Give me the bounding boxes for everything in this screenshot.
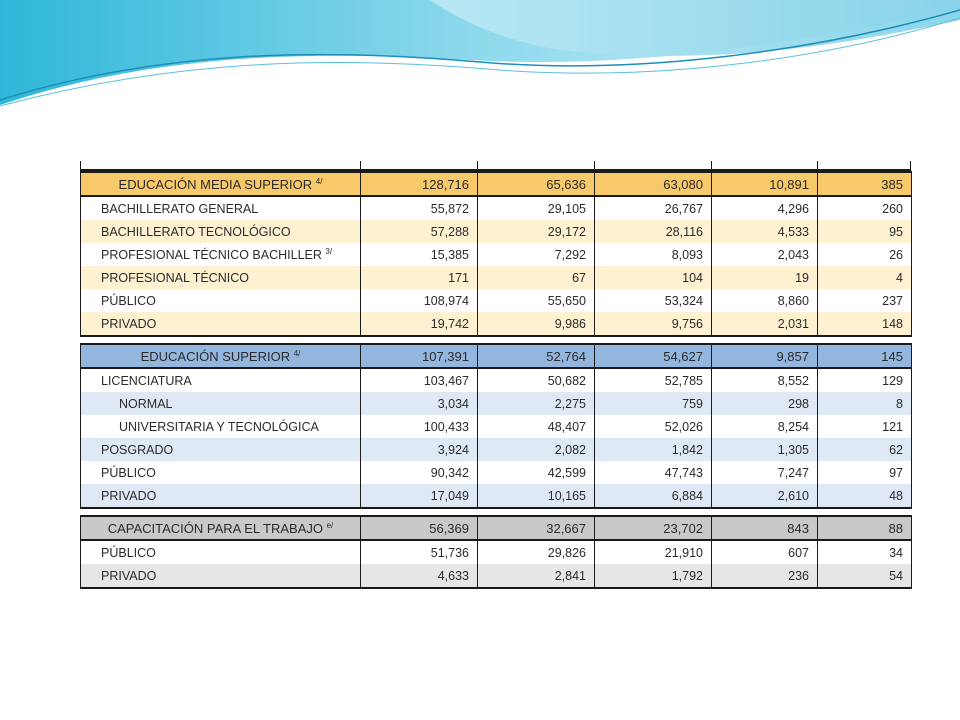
value-cell: 29,826 — [478, 540, 595, 564]
value-cell: 1,305 — [712, 438, 818, 461]
value-cell: 55,650 — [478, 289, 595, 312]
table-row — [81, 312, 912, 336]
value-cell: 100,433 — [361, 415, 478, 438]
table-row — [81, 461, 912, 484]
value-cell: 9,986 — [478, 312, 595, 336]
row-label-text: PROFESIONAL TÉCNICO — [101, 270, 249, 285]
value-cell: 15,385 — [361, 243, 478, 266]
value-cell: 55,872 — [361, 196, 478, 220]
table-row — [81, 289, 912, 312]
value-cell: 8,093 — [595, 243, 712, 266]
table-row — [81, 220, 912, 243]
value-cell: 95 — [818, 220, 912, 243]
row-label-text: UNIVERSITARIA Y TECNOLÓGICA — [119, 419, 319, 434]
value-cell: 129 — [818, 368, 912, 392]
value-cell: 171 — [361, 266, 478, 289]
table-row — [81, 243, 912, 266]
section-header-row-ms — [81, 172, 912, 196]
row-label — [81, 461, 361, 484]
value-cell: 10,891 — [712, 172, 818, 196]
value-cell: 52,785 — [595, 368, 712, 392]
value-cell: 42,599 — [478, 461, 595, 484]
enrollment-statistics-table — [80, 171, 912, 589]
spacer-cell — [81, 508, 912, 516]
row-label — [81, 368, 361, 392]
value-cell: 29,172 — [478, 220, 595, 243]
value-cell: 67 — [478, 266, 595, 289]
value-cell: 1,842 — [595, 438, 712, 461]
table-row — [81, 540, 912, 564]
row-label-text: CAPACITACIÓN PARA EL TRABAJO — [107, 520, 323, 536]
value-cell: 145 — [818, 344, 912, 368]
section-header-row-ct — [81, 516, 912, 540]
footnote-marker: 4/ — [293, 348, 301, 358]
value-cell: 4,633 — [361, 564, 478, 588]
value-cell: 121 — [818, 415, 912, 438]
value-cell: 843 — [712, 516, 818, 540]
row-label-text: PÚBLICO — [101, 293, 156, 308]
row-label — [81, 266, 361, 289]
row-label-text: POSGRADO — [101, 442, 174, 457]
table-top-rule — [80, 161, 911, 171]
value-cell: 53,324 — [595, 289, 712, 312]
row-label — [81, 564, 361, 588]
value-cell: 7,292 — [478, 243, 595, 266]
value-cell: 7,247 — [712, 461, 818, 484]
value-cell: 54,627 — [595, 344, 712, 368]
row-label — [81, 243, 361, 266]
value-cell: 52,764 — [478, 344, 595, 368]
value-cell: 9,756 — [595, 312, 712, 336]
row-label-text: PÚBLICO — [101, 545, 156, 560]
value-cell: 2,043 — [712, 243, 818, 266]
value-cell: 148 — [818, 312, 912, 336]
value-cell: 29,105 — [478, 196, 595, 220]
row-label — [81, 540, 361, 564]
value-cell: 51,736 — [361, 540, 478, 564]
value-cell: 2,082 — [478, 438, 595, 461]
value-cell: 298 — [712, 392, 818, 415]
value-cell: 107,391 — [361, 344, 478, 368]
table-row — [81, 415, 912, 438]
wave-header-decoration — [0, 0, 960, 130]
value-cell: 3,924 — [361, 438, 478, 461]
value-cell: 32,667 — [478, 516, 595, 540]
row-label-text: PRIVADO — [101, 316, 157, 331]
table-row — [81, 564, 912, 588]
table-row — [81, 484, 912, 508]
row-label-text: PRIVADO — [101, 488, 157, 503]
section-title — [81, 516, 361, 540]
row-label-text: BACHILLERATO TECNOLÓGICO — [101, 224, 291, 239]
value-cell: 62 — [818, 438, 912, 461]
value-cell: 17,049 — [361, 484, 478, 508]
footnote-marker: 4/ — [315, 176, 323, 186]
value-cell: 6,884 — [595, 484, 712, 508]
value-cell: 47,743 — [595, 461, 712, 484]
value-cell: 97 — [818, 461, 912, 484]
value-cell: 19 — [712, 266, 818, 289]
section-spacer — [81, 508, 912, 516]
value-cell: 607 — [712, 540, 818, 564]
table-row — [81, 196, 912, 220]
value-cell: 88 — [818, 516, 912, 540]
value-cell: 57,288 — [361, 220, 478, 243]
row-label — [81, 392, 361, 415]
value-cell: 103,467 — [361, 368, 478, 392]
value-cell: 236 — [712, 564, 818, 588]
value-cell: 65,636 — [478, 172, 595, 196]
row-label — [81, 438, 361, 461]
row-label-text: LICENCIATURA — [101, 373, 192, 388]
value-cell: 28,116 — [595, 220, 712, 243]
value-cell: 50,682 — [478, 368, 595, 392]
value-cell: 56,369 — [361, 516, 478, 540]
table-row — [81, 438, 912, 461]
value-cell: 260 — [818, 196, 912, 220]
spacer-cell — [81, 336, 912, 344]
value-cell: 8,254 — [712, 415, 818, 438]
value-cell: 19,742 — [361, 312, 478, 336]
row-label-text: PROFESIONAL TÉCNICO BACHILLER — [101, 248, 322, 262]
value-cell: 48,407 — [478, 415, 595, 438]
row-label-text: PRIVADO — [101, 568, 157, 583]
value-cell: 8,552 — [712, 368, 818, 392]
row-label — [81, 220, 361, 243]
section-header-row-es — [81, 344, 912, 368]
value-cell: 2,031 — [712, 312, 818, 336]
value-cell: 108,974 — [361, 289, 478, 312]
value-cell: 21,910 — [595, 540, 712, 564]
value-cell: 759 — [595, 392, 712, 415]
statistics-table-container — [80, 161, 911, 589]
table-body — [81, 172, 912, 588]
value-cell: 26 — [818, 243, 912, 266]
row-label-text: BACHILLERATO GENERAL — [101, 201, 259, 216]
value-cell: 104 — [595, 266, 712, 289]
value-cell: 128,716 — [361, 172, 478, 196]
table-row — [81, 392, 912, 415]
value-cell: 2,610 — [712, 484, 818, 508]
value-cell: 2,275 — [478, 392, 595, 415]
table-row — [81, 266, 912, 289]
value-cell: 8,860 — [712, 289, 818, 312]
value-cell: 4,296 — [712, 196, 818, 220]
footnote-marker: 3/ — [325, 247, 333, 256]
section-title — [81, 344, 361, 368]
table-row — [81, 368, 912, 392]
value-cell: 48 — [818, 484, 912, 508]
row-label — [81, 289, 361, 312]
value-cell: 4 — [818, 266, 912, 289]
value-cell: 90,342 — [361, 461, 478, 484]
row-label-text: PÚBLICO — [101, 465, 156, 480]
value-cell: 4,533 — [712, 220, 818, 243]
row-label — [81, 415, 361, 438]
row-label — [81, 312, 361, 336]
section-spacer — [81, 336, 912, 344]
row-label-text: EDUCACIÓN SUPERIOR — [140, 348, 291, 364]
value-cell: 8 — [818, 392, 912, 415]
value-cell: 10,165 — [478, 484, 595, 508]
value-cell: 1,792 — [595, 564, 712, 588]
value-cell: 3,034 — [361, 392, 478, 415]
value-cell: 23,702 — [595, 516, 712, 540]
value-cell: 63,080 — [595, 172, 712, 196]
value-cell: 9,857 — [712, 344, 818, 368]
row-label — [81, 196, 361, 220]
footnote-marker: e/ — [326, 520, 334, 530]
value-cell: 385 — [818, 172, 912, 196]
value-cell: 54 — [818, 564, 912, 588]
section-title — [81, 172, 361, 196]
value-cell: 34 — [818, 540, 912, 564]
value-cell: 2,841 — [478, 564, 595, 588]
value-cell: 237 — [818, 289, 912, 312]
value-cell: 26,767 — [595, 196, 712, 220]
value-cell: 52,026 — [595, 415, 712, 438]
row-label-text: EDUCACIÓN MEDIA SUPERIOR — [118, 176, 313, 192]
row-label-text: NORMAL — [119, 396, 173, 411]
row-label — [81, 484, 361, 508]
